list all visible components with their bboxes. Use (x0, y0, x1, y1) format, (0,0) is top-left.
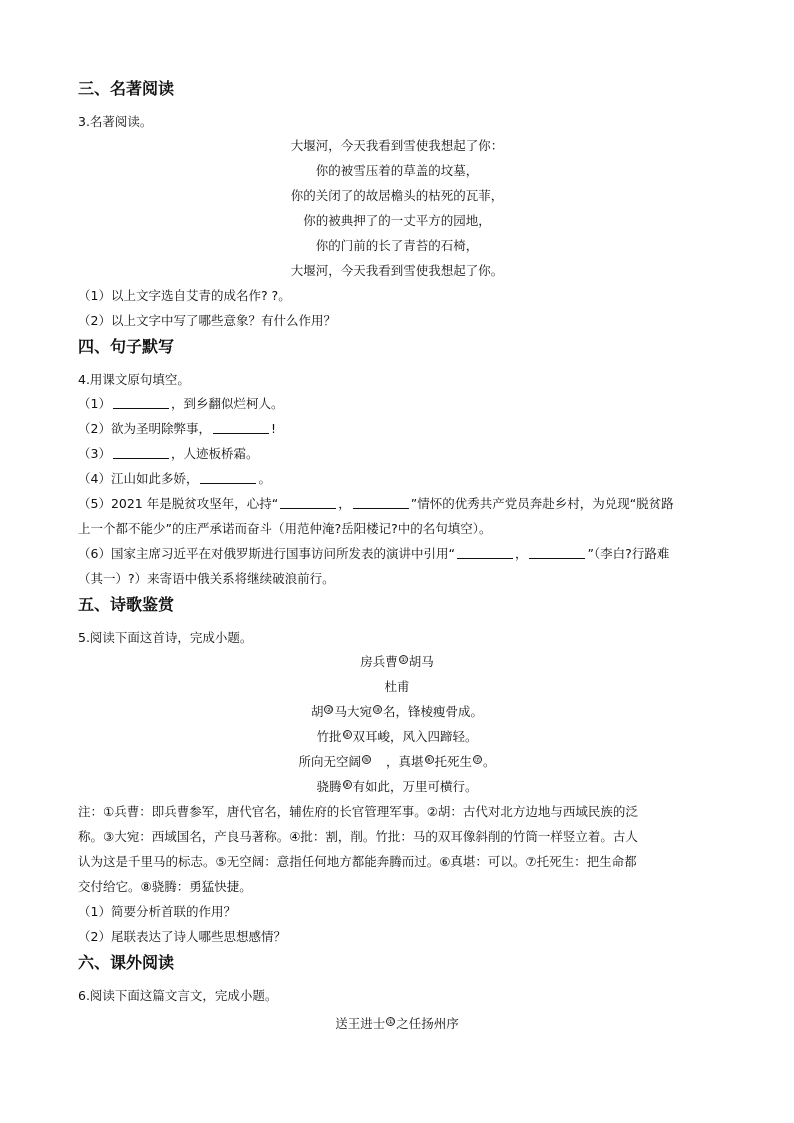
q4-item-2-suffix: ! (270, 421, 276, 436)
q4-item-1 (78, 395, 283, 413)
poem-text: 骁腾 (316, 779, 342, 794)
q3-poem-line-2: 你的被雪压着的草盖的坟墓， (315, 163, 479, 178)
footnote-marker: ⑦ (474, 756, 481, 764)
q4-item-6 (78, 545, 669, 563)
q5-note-line-1: 注：①兵曹：即兵曹参军，唐代官名，辅佐府的长官管理军事。②胡：古代对北方边地与西域民族的泛 (78, 804, 638, 819)
q4-item-6-mid: ， (514, 546, 528, 561)
q4-item-3 (78, 445, 258, 463)
answer-blank[interactable] (353, 496, 409, 509)
q6-passage-title (0, 1015, 794, 1033)
q5-note-line-4: 交付给它。⑧骁腾：勇猛快捷。 (78, 879, 252, 894)
q3-sub-question-2: （2）以上文字中写了哪些意象？有什么作用？ (78, 313, 336, 328)
q4-item-4-prefix: （4）江山如此多娇， (78, 471, 199, 486)
q4-item-5 (78, 495, 674, 513)
q4-item-6-suffix: ”（李白?行路难 (587, 546, 670, 561)
q4-item-5-mid: ， (338, 496, 351, 511)
section-title-4: 四、句子默写 (78, 337, 175, 356)
q3-poem-line-6: 大堰河，今天我看到雪使我想起了你。 (290, 263, 504, 278)
q5-poem-title (0, 653, 794, 671)
poem-title-text: 房兵曹 (360, 654, 398, 669)
footnote-marker: ① (387, 1018, 394, 1026)
q3-poem-line-4: 你的被典押了的一丈平方的园地， (303, 213, 491, 228)
q5-poem-line-2 (0, 728, 794, 746)
q4-item-2 (78, 420, 276, 438)
q5-sub-question-1: （1）简要分析首联的作用？ (78, 904, 236, 919)
q4-item-5-prefix: （5）2021 年是脱贫攻坚年，心持“ (78, 496, 279, 511)
poem-text: 马大宛 (334, 704, 372, 719)
poem-text: 托死生 (434, 754, 473, 769)
footnote-marker: ⑧ (343, 781, 351, 789)
poem-text: 名，锋棱瘦骨成。 (383, 704, 484, 719)
poem-text: 胡 (310, 704, 324, 719)
q4-item-4-suffix: 。 (258, 471, 271, 486)
section-title-3: 三、名著阅读 (78, 79, 175, 98)
q5-poem-line-3 (0, 753, 794, 771)
answer-blank[interactable] (457, 546, 513, 559)
q5-note-line-2: 称。③大宛：西域国名，产良马著称。④批：割，削。竹批：马的双耳像斜削的竹筒一样竖立着。古人 (78, 829, 638, 844)
answer-blank[interactable] (113, 396, 169, 409)
footnote-marker: ② (325, 706, 333, 714)
poem-text: 。 (483, 754, 496, 769)
q4-item-1-suffix: ，到乡翻似烂柯人。 (170, 396, 284, 411)
q4-prompt: 4.用课文原句填空。 (78, 372, 190, 387)
section-title-5: 五、诗歌鉴赏 (78, 595, 175, 614)
q3-poem-line-1: 大堰河，今天我看到雪使我想起了你： (290, 138, 504, 153)
q5-note-line-3: 认为这是千里马的标志。⑤无空阔：意指任何地方都能奔腾而过。⑥真堪：可以。⑦托死生：把生命都 (78, 854, 637, 869)
q5-sub-question-2: （2）尾联表达了诗人哪些思想感情？ (78, 929, 286, 944)
answer-blank[interactable] (200, 471, 256, 484)
footnote-marker: ④ (343, 731, 351, 739)
q3-sub-question-1: （1）以上文字选自艾青的成名作? ?。 (78, 288, 291, 303)
answer-blank[interactable] (280, 496, 336, 509)
q4-item-6-prefix: （6）国家主席习近平在对俄罗斯进行国事访问所发表的演讲中引用“ (78, 546, 455, 561)
q5-poem-line-4 (0, 778, 794, 796)
answer-blank[interactable] (213, 421, 269, 434)
passage-title-tail: 之任扬州序 (396, 1016, 459, 1031)
q4-item-1-prefix: （1） (78, 396, 111, 411)
footnote-marker: ⑥ (425, 756, 433, 764)
poem-title-tail: 胡马 (408, 654, 434, 669)
q4-item-4 (78, 470, 271, 488)
poem-text: 竹批 (316, 729, 342, 744)
q6-prompt: 6.阅读下面这篇文言文，完成小题。 (78, 988, 278, 1003)
section-title-6: 六、课外阅读 (78, 953, 175, 972)
q4-item-2-prefix: （2）欲为圣明除弊事， (78, 421, 211, 436)
q4-item-5-line-2: 上一个都不能少”的庄严承诺而奋斗（用范仲淹?岳阳楼记?中的名句填空）。 (78, 521, 492, 536)
q4-item-3-prefix: （3） (78, 446, 111, 461)
footnote-marker: ⑤ (363, 756, 370, 764)
q3-poem-line-3: 你的关闭了的故居檐头的枯死的瓦菲， (290, 188, 504, 203)
poem-text: 所向无空阔 (298, 754, 361, 769)
q5-prompt: 5.阅读下面这首诗，完成小题。 (78, 630, 253, 645)
q3-prompt: 3.名著阅读。 (78, 114, 153, 129)
q4-item-6-line-2: （其一）?）来寄语中俄关系将继续破浪前行。 (78, 571, 335, 586)
q3-poem-line-5: 你的门前的长了青苔的石椅， (315, 238, 479, 253)
q4-item-5-suffix: ”情怀的优秀共产党员奔赴乡村，为兑现“脱贫路 (410, 496, 674, 511)
passage-title-text: 送王进士 (335, 1016, 386, 1031)
answer-blank[interactable] (113, 446, 169, 459)
q4-item-3-suffix: ，人迹板桥霜。 (170, 446, 259, 461)
poem-text: 有如此，万里可横行。 (352, 779, 478, 794)
poem-text: 双耳峻，风入四蹄轻。 (352, 729, 478, 744)
q5-poem-author: 杜甫 (384, 679, 410, 694)
footnote-marker: ① (400, 656, 407, 664)
q5-poem-line-1 (0, 703, 794, 721)
poem-text: ，真堪 (385, 754, 424, 769)
footnote-marker: ③ (374, 706, 381, 714)
answer-blank[interactable] (529, 546, 585, 559)
